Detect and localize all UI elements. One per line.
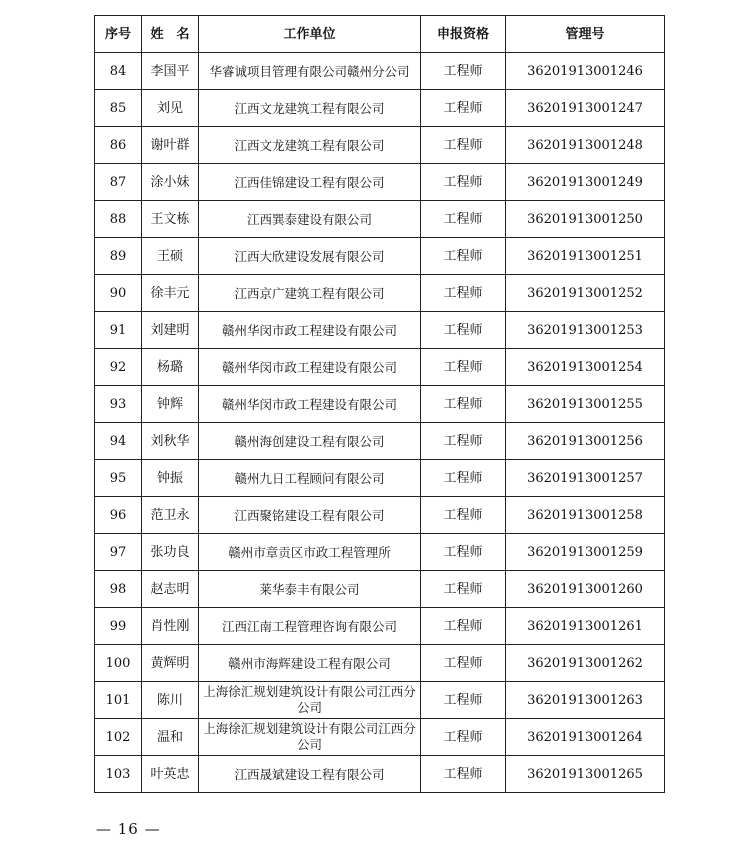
- cell-unit: 江西文龙建筑工程有限公司: [199, 127, 421, 164]
- cell-unit: 赣州华闵市政工程建设有限公司: [199, 312, 421, 349]
- table-row: [95, 571, 665, 608]
- cell-unit: 江西巽泰建设有限公司: [199, 201, 421, 238]
- cell-unit: 赣州华闵市政工程建设有限公司: [199, 386, 421, 423]
- table-row: [95, 497, 665, 534]
- cell-name: 刘建明: [142, 312, 199, 349]
- cell-mgmt-no: 36201913001261: [506, 608, 665, 645]
- cell-qualification: 工程师: [421, 571, 506, 608]
- cell-name: 王文栋: [142, 201, 199, 238]
- cell-seq: 94: [95, 423, 142, 460]
- table-row: [95, 386, 665, 423]
- cell-mgmt-no: 36201913001251: [506, 238, 665, 275]
- cell-name: 钟辉: [142, 386, 199, 423]
- cell-unit: 江西江南工程管理咨询有限公司: [199, 608, 421, 645]
- cell-qualification: 工程师: [421, 460, 506, 497]
- cell-mgmt-no: 36201913001257: [506, 460, 665, 497]
- cell-mgmt-no: 36201913001252: [506, 275, 665, 312]
- table-row: [95, 608, 665, 645]
- cell-name: 钟振: [142, 460, 199, 497]
- cell-unit: 赣州华闵市政工程建设有限公司: [199, 349, 421, 386]
- cell-seq: 84: [95, 53, 142, 90]
- cell-unit: 上海徐汇规划建筑设计有限公司江西分公司: [199, 682, 421, 719]
- header-name: 姓 名: [142, 16, 199, 53]
- cell-mgmt-no: 36201913001255: [506, 386, 665, 423]
- table-row: [95, 90, 665, 127]
- cell-name: 涂小妹: [142, 164, 199, 201]
- cell-seq: 99: [95, 608, 142, 645]
- table-row: [95, 275, 665, 312]
- cell-name: 谢叶群: [142, 127, 199, 164]
- cell-seq: 92: [95, 349, 142, 386]
- cell-name: 杨璐: [142, 349, 199, 386]
- header-unit: 工作单位: [199, 16, 421, 53]
- cell-qualification: 工程师: [421, 756, 506, 793]
- cell-mgmt-no: 36201913001258: [506, 497, 665, 534]
- cell-unit: 江西文龙建筑工程有限公司: [199, 90, 421, 127]
- cell-mgmt-no: 36201913001250: [506, 201, 665, 238]
- cell-unit: 赣州市海辉建设工程有限公司: [199, 645, 421, 682]
- cell-unit: 上海徐汇规划建筑设计有限公司江西分公司: [199, 719, 421, 756]
- cell-mgmt-no: 36201913001247: [506, 90, 665, 127]
- cell-mgmt-no: 36201913001246: [506, 53, 665, 90]
- cell-mgmt-no: 36201913001253: [506, 312, 665, 349]
- cell-seq: 87: [95, 164, 142, 201]
- header-mgmt-no: 管理号: [506, 16, 665, 53]
- table-row: [95, 460, 665, 497]
- cell-unit: 赣州海创建设工程有限公司: [199, 423, 421, 460]
- cell-qualification: 工程师: [421, 164, 506, 201]
- cell-qualification: 工程师: [421, 90, 506, 127]
- table-row: [95, 719, 665, 756]
- cell-seq: 98: [95, 571, 142, 608]
- cell-qualification: 工程师: [421, 719, 506, 756]
- cell-name: 徐丰元: [142, 275, 199, 312]
- table-row: [95, 164, 665, 201]
- cell-unit: 华睿诚项目管理有限公司赣州分公司: [199, 53, 421, 90]
- cell-name: 赵志明: [142, 571, 199, 608]
- cell-mgmt-no: 36201913001262: [506, 645, 665, 682]
- cell-seq: 93: [95, 386, 142, 423]
- cell-mgmt-no: 36201913001264: [506, 719, 665, 756]
- cell-name: 叶英忠: [142, 756, 199, 793]
- cell-seq: 102: [95, 719, 142, 756]
- personnel-table: [94, 15, 665, 793]
- cell-seq: 103: [95, 756, 142, 793]
- cell-qualification: 工程师: [421, 312, 506, 349]
- cell-seq: 89: [95, 238, 142, 275]
- table-row: [95, 682, 665, 719]
- cell-seq: 101: [95, 682, 142, 719]
- cell-mgmt-no: 36201913001256: [506, 423, 665, 460]
- cell-unit: 江西聚铭建设工程有限公司: [199, 497, 421, 534]
- cell-mgmt-no: 36201913001249: [506, 164, 665, 201]
- cell-qualification: 工程师: [421, 349, 506, 386]
- cell-qualification: 工程师: [421, 127, 506, 164]
- cell-name: 刘秋华: [142, 423, 199, 460]
- cell-name: 李国平: [142, 53, 199, 90]
- cell-name: 王硕: [142, 238, 199, 275]
- table-row: [95, 645, 665, 682]
- cell-seq: 91: [95, 312, 142, 349]
- cell-name: 陈川: [142, 682, 199, 719]
- cell-qualification: 工程师: [421, 53, 506, 90]
- cell-name: 黄辉明: [142, 645, 199, 682]
- cell-mgmt-no: 36201913001259: [506, 534, 665, 571]
- cell-seq: 88: [95, 201, 142, 238]
- page-number: — 16 —: [96, 820, 161, 838]
- cell-qualification: 工程师: [421, 497, 506, 534]
- cell-qualification: 工程师: [421, 608, 506, 645]
- cell-qualification: 工程师: [421, 645, 506, 682]
- table-header-row: [95, 16, 665, 53]
- cell-unit: 江西大欣建设发展有限公司: [199, 238, 421, 275]
- table-row: [95, 312, 665, 349]
- cell-seq: 90: [95, 275, 142, 312]
- table-row: [95, 534, 665, 571]
- cell-name: 张功良: [142, 534, 199, 571]
- cell-mgmt-no: 36201913001260: [506, 571, 665, 608]
- cell-name: 肖性刚: [142, 608, 199, 645]
- cell-name: 温和: [142, 719, 199, 756]
- cell-mgmt-no: 36201913001265: [506, 756, 665, 793]
- cell-qualification: 工程师: [421, 238, 506, 275]
- cell-seq: 97: [95, 534, 142, 571]
- table-row: [95, 53, 665, 90]
- header-qualification: 申报资格: [421, 16, 506, 53]
- cell-name: 范卫永: [142, 497, 199, 534]
- cell-seq: 100: [95, 645, 142, 682]
- cell-qualification: 工程师: [421, 423, 506, 460]
- cell-unit: 江西晟斌建设工程有限公司: [199, 756, 421, 793]
- table-row: [95, 238, 665, 275]
- cell-mgmt-no: 36201913001263: [506, 682, 665, 719]
- cell-qualification: 工程师: [421, 534, 506, 571]
- cell-qualification: 工程师: [421, 275, 506, 312]
- cell-seq: 96: [95, 497, 142, 534]
- cell-unit: 江西京广建筑工程有限公司: [199, 275, 421, 312]
- cell-mgmt-no: 36201913001248: [506, 127, 665, 164]
- table-row: [95, 423, 665, 460]
- cell-seq: 95: [95, 460, 142, 497]
- cell-unit: 莱华泰丰有限公司: [199, 571, 421, 608]
- table-row: [95, 756, 665, 793]
- cell-name: 刘见: [142, 90, 199, 127]
- cell-qualification: 工程师: [421, 386, 506, 423]
- cell-qualification: 工程师: [421, 201, 506, 238]
- cell-unit: 赣州市章贡区市政工程管理所: [199, 534, 421, 571]
- table-row: [95, 349, 665, 386]
- header-seq: 序号: [95, 16, 142, 53]
- cell-unit: 江西佳锦建设工程有限公司: [199, 164, 421, 201]
- table-row: [95, 201, 665, 238]
- cell-seq: 86: [95, 127, 142, 164]
- cell-unit: 赣州九日工程顾问有限公司: [199, 460, 421, 497]
- cell-mgmt-no: 36201913001254: [506, 349, 665, 386]
- cell-seq: 85: [95, 90, 142, 127]
- table-row: [95, 127, 665, 164]
- cell-qualification: 工程师: [421, 682, 506, 719]
- table-body: [95, 53, 665, 793]
